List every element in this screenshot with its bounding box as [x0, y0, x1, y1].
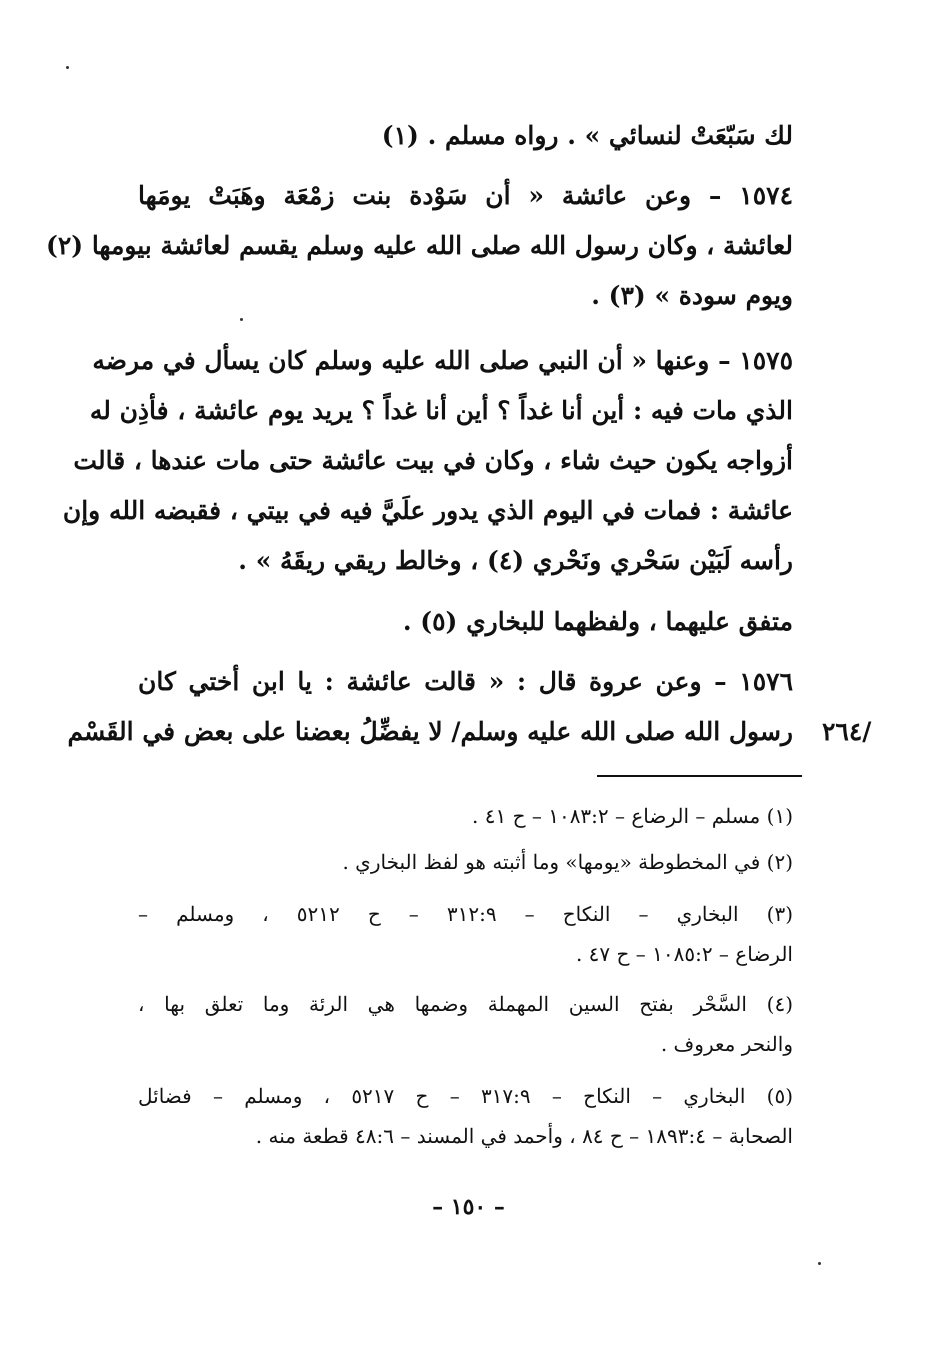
footnote-4-line-1: (٤) السَّحْر بفتح السين المهملة وضمها هي الرئة وما تعلق بها ، — [138, 992, 793, 1016]
hadith-1574-line-3: ويوم سودة » (٣) . — [591, 281, 793, 310]
hadith-1576-line-1: ١٥٧٦ – وعن عروة قال : « قالت عائشة : يا ابن أختي كان — [138, 667, 793, 696]
footnote-5-line-2: الصحابة – ١٨٩٣:٤ – ح ٨٤ ، وأحمد في المسند – ٤٨:٦ قطعة منه . — [255, 1124, 793, 1148]
paper-speck — [240, 318, 243, 321]
hadith-1575-line-4: عائشة : فمات في اليوم الذي يدور علَيَّ فيه في بيتي ، فقبضه الله وإن — [62, 496, 793, 525]
footnote-divider — [597, 775, 802, 777]
paper-speck — [66, 66, 69, 69]
footnote-4-line-2: والنحر معروف . — [660, 1032, 793, 1056]
agreement-note: متفق عليهما ، ولفظهما للبخاري (٥) . — [402, 607, 793, 636]
footnote-1: (١) مسلم – الرضاع – ١٠٨٣:٢ – ح ٤١ . — [472, 804, 793, 828]
hadith-1574-line-1: ١٥٧٤ – وعن عائشة « أن سَوْدة بنت زمْعَة وهَبَتْ يومَها — [138, 181, 793, 210]
hadith-1575-line-5: رأسه لَبَيْن سَحْري ونَحْري (٤) ، وخالط ريقي ريقَهُ » . — [238, 546, 793, 575]
footnote-3-line-2: الرضاع – ١٠٨٥:٢ – ح ٤٧ . — [575, 942, 793, 966]
page-number: – ١٥٠ – — [432, 1194, 505, 1220]
hadith-1575-line-3: أزواجه يكون حيث شاء ، وكان في بيت عائشة حتى مات عندها ، قالت — [73, 446, 793, 475]
hadith-1576-line-2: رسول الله صلى الله عليه وسلم/ لا يفضِّلُ بعضنا على بعض في القَسْم — [67, 717, 793, 746]
hadith-1574-line-2: لعائشة ، وكان رسول الله صلى الله عليه وسلم يقسم لعائشة بيومها (٢) — [46, 231, 793, 260]
manuscript-folio-marker: /٢٦٤ — [822, 717, 872, 746]
hadith-1575-line-2: الذي مات فيه : أين أنا غداً ؟ أين أنا غداً ؟ يريد يوم عائشة ، فأذِن له — [89, 396, 793, 425]
footnote-5-line-1: (٥) البخاري – النكاح – ٣١٧:٩ – ح ٥٢١٧ ، ومسلم – فضائل — [138, 1084, 793, 1108]
paper-speck — [818, 1262, 821, 1265]
footnote-3-line-1: (٣) البخاري – النكاح – ٣١٢:٩ – ح ٥٢١٢ ، ومسلم – — [138, 902, 794, 926]
text-line-1: لك سَبّعَتْ لنسائي » . رواه مسلم . (١) — [381, 121, 793, 150]
footnote-2: (٢) في المخطوطة «يومها» وما أثبته هو لفظ البخاري . — [342, 850, 793, 874]
hadith-1575-line-1: ١٥٧٥ – وعنها « أن النبي صلى الله عليه وسلم كان يسأل في مرضه — [92, 346, 793, 375]
